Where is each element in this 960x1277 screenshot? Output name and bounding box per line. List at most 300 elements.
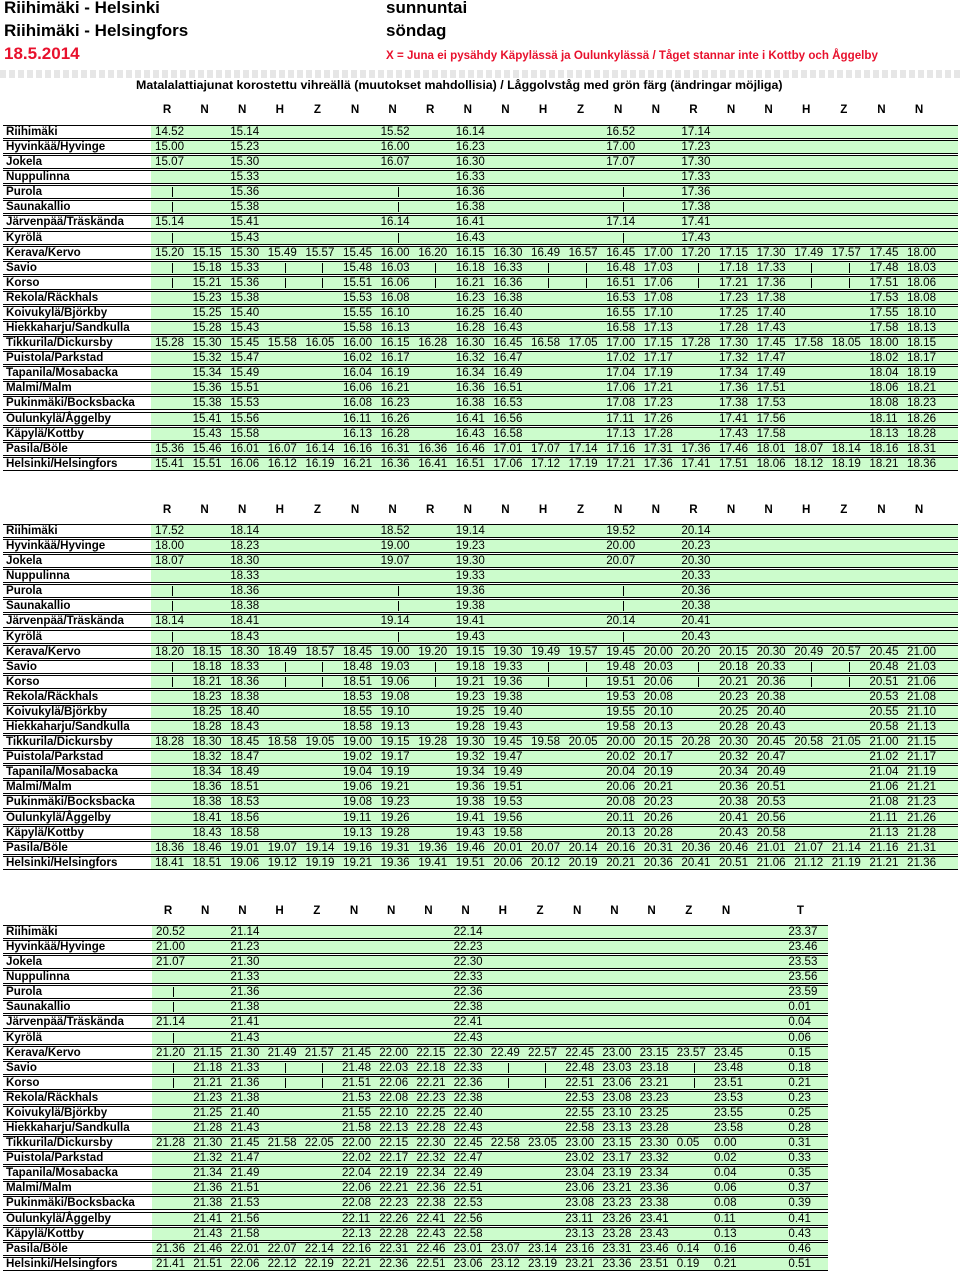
column-header: R	[689, 103, 698, 116]
table-row	[151, 780, 958, 794]
departure-time: 20.07	[531, 840, 561, 854]
departure-time: 22.13	[379, 1121, 409, 1135]
departure-time: 21.05	[831, 735, 861, 749]
departure-time: 17.53	[869, 290, 899, 304]
departure-time: 0.06	[714, 1181, 737, 1195]
departure-time: 18.08	[907, 290, 937, 304]
departure-time: 16.48	[606, 260, 636, 274]
departure-time: 17.13	[606, 426, 636, 440]
departure-time: 17.23	[681, 140, 711, 154]
departure-time: 21.28	[193, 1121, 223, 1135]
departure-time: 18.51	[192, 855, 222, 869]
departure-time: 23.00	[565, 1136, 595, 1150]
departure-time: 21.38	[230, 1000, 260, 1014]
departure-time: 20.00	[606, 735, 636, 749]
departure-time: 20.47	[756, 750, 786, 764]
departure-time: 21.58	[230, 1226, 260, 1240]
station-name: Rekola/Räckhals	[6, 290, 99, 304]
departure-time: 19.46	[455, 840, 485, 854]
departure-time: 20.23	[643, 795, 673, 809]
departure-time: 0.51	[788, 1256, 811, 1270]
departure-time: 19.31	[380, 840, 410, 854]
departure-time: 22.13	[342, 1226, 372, 1240]
departure-time: 22.03	[379, 1060, 409, 1074]
departure-time: 16.49	[531, 245, 561, 259]
departure-time: 20.45	[756, 735, 786, 749]
passes-through-mark	[435, 662, 436, 672]
passes-through-mark	[173, 1002, 174, 1012]
departure-time: 23.01	[453, 1241, 483, 1255]
departure-time: 20.19	[643, 765, 673, 779]
station-name: Hiekkaharju/Sandkulla	[6, 321, 130, 335]
departure-time: 16.51	[493, 381, 523, 395]
departure-time: 18.38	[192, 795, 222, 809]
departure-time: 18.49	[230, 765, 260, 779]
departure-time: 16.00	[380, 140, 410, 154]
departure-time: 20.32	[719, 750, 749, 764]
departure-time: 21.53	[342, 1090, 372, 1104]
departure-time: 18.15	[192, 644, 222, 658]
departure-time: 23.00	[602, 1045, 632, 1059]
departure-time: 18.51	[230, 780, 260, 794]
departure-time: 20.23	[681, 539, 711, 553]
departure-time: 17.49	[756, 366, 786, 380]
passes-through-mark	[548, 278, 549, 288]
departure-time: 20.19	[568, 855, 598, 869]
passes-through-mark	[172, 263, 173, 273]
departure-time: 19.36	[418, 840, 448, 854]
station-name: Kyrölä	[6, 629, 43, 643]
departure-time: 16.41	[455, 215, 485, 229]
station-name: Koivukylä/Björkby	[6, 1105, 108, 1119]
passes-through-mark	[623, 586, 624, 596]
departure-time: 16.15	[455, 245, 485, 259]
departure-time: 16.34	[455, 366, 485, 380]
departure-time: 21.43	[193, 1226, 223, 1240]
departure-time: 23.37	[788, 925, 818, 938]
station-name: Malmi/Malm	[6, 780, 72, 794]
departure-time: 19.03	[380, 659, 410, 673]
departure-time: 17.08	[643, 290, 673, 304]
departure-time: 23.55	[714, 1105, 744, 1119]
departure-time: 18.20	[155, 644, 185, 658]
departure-time: 23.58	[714, 1121, 744, 1135]
departure-time: 22.16	[342, 1241, 372, 1255]
departure-time: 23.48	[714, 1060, 744, 1074]
departure-time: 20.25	[719, 704, 749, 718]
column-header: Z	[577, 503, 585, 516]
departure-time: 16.38	[455, 200, 485, 214]
station-name: Saunakallio	[6, 1000, 71, 1014]
departure-time: 18.40	[230, 704, 260, 718]
departure-time: 16.18	[455, 260, 485, 274]
departure-time: 20.10	[643, 704, 673, 718]
departure-time: 19.06	[343, 780, 373, 794]
departure-time: 16.15	[380, 336, 410, 350]
column-header: N	[349, 904, 359, 917]
departure-time: 20.43	[681, 629, 711, 643]
departure-time: 23.32	[639, 1151, 669, 1165]
departure-time: 20.23	[719, 689, 749, 703]
table-row	[151, 524, 958, 538]
departure-time: 17.17	[643, 351, 673, 365]
departure-time: 17.30	[719, 336, 749, 350]
departure-time: 16.13	[380, 321, 410, 335]
departure-time: 18.51	[343, 674, 373, 688]
departure-time: 21.43	[230, 1030, 260, 1044]
table-row	[151, 291, 958, 305]
departure-time: 17.02	[606, 351, 636, 365]
departure-time: 20.04	[606, 765, 636, 779]
column-header: N	[388, 103, 397, 116]
departure-time: 18.36	[192, 780, 222, 794]
departure-time: 22.06	[342, 1181, 372, 1195]
departure-time: 18.58	[343, 720, 373, 734]
departure-time: 18.58	[230, 825, 260, 839]
departure-time: 21.32	[193, 1151, 223, 1165]
departure-time: 19.06	[230, 855, 260, 869]
departure-time: 20.08	[606, 795, 636, 809]
departure-time: 19.52	[606, 524, 636, 537]
departure-time: 16.30	[455, 336, 485, 350]
departure-time: 18.15	[907, 336, 937, 350]
departure-time: 21.00	[869, 735, 899, 749]
departure-time: 19.40	[493, 704, 523, 718]
departure-time: 20.21	[606, 855, 636, 869]
departure-time: 15.53	[343, 290, 373, 304]
table-row	[151, 795, 958, 809]
departure-time: 16.31	[380, 441, 410, 455]
departure-time: 22.40	[453, 1105, 483, 1119]
departure-time: 18.21	[192, 674, 222, 688]
column-header: H	[538, 503, 548, 516]
departure-time: 18.53	[230, 795, 260, 809]
departure-time: 20.30	[756, 644, 786, 658]
departure-time: 15.45	[343, 245, 373, 259]
departure-time: 17.36	[643, 456, 673, 470]
departure-time: 16.36	[418, 441, 448, 455]
departure-time: 21.33	[230, 1060, 260, 1074]
passes-through-mark	[849, 677, 850, 687]
table-row	[151, 690, 958, 704]
station-name: Käpylä/Kottby	[6, 825, 84, 839]
station-name: Jokela	[6, 554, 43, 568]
departure-time: 23.04	[565, 1166, 595, 1180]
departure-time: 15.23	[192, 290, 222, 304]
departure-time: 22.47	[453, 1151, 483, 1165]
departure-time: 16.47	[493, 351, 523, 365]
column-header: N	[200, 103, 209, 116]
departure-time: 22.33	[453, 1060, 483, 1074]
departure-time: 23.36	[639, 1181, 669, 1195]
departure-time: 18.03	[907, 260, 937, 274]
station-name: Helsinki/Helsingfors	[6, 456, 118, 470]
departure-time: 16.00	[380, 245, 410, 259]
table-row	[151, 554, 958, 568]
passes-through-mark	[322, 1063, 323, 1073]
station-name: Tikkurila/Dickursby	[6, 336, 113, 350]
departure-time: 15.33	[230, 170, 260, 184]
departure-time: 18.32	[192, 750, 222, 764]
departure-time: 22.38	[453, 1000, 483, 1014]
departure-time: 15.51	[192, 456, 222, 470]
departure-time: 0.15	[788, 1045, 811, 1059]
departure-time: 23.28	[639, 1121, 669, 1135]
passes-through-mark	[623, 187, 624, 197]
departure-time: 18.26	[907, 411, 937, 425]
departure-time: 17.34	[719, 366, 749, 380]
passes-through-mark	[586, 677, 587, 687]
departure-time: 22.06	[379, 1075, 409, 1089]
departure-time: 21.04	[869, 765, 899, 779]
departure-time: 22.11	[342, 1211, 371, 1225]
departure-time: 22.17	[379, 1151, 409, 1165]
departure-time: 23.19	[602, 1166, 632, 1180]
passes-through-mark	[623, 233, 624, 243]
departure-time: 19.43	[455, 825, 485, 839]
departure-time: 21.19	[907, 765, 937, 779]
departure-time: 20.13	[606, 825, 636, 839]
departure-time: 17.14	[681, 125, 711, 138]
departure-time: 22.53	[565, 1090, 595, 1104]
column-header: N	[651, 103, 660, 116]
departure-time: 18.33	[230, 659, 260, 673]
departure-time: 22.41	[416, 1211, 446, 1225]
departure-time: 15.28	[192, 321, 222, 335]
departure-time: 16.51	[606, 275, 636, 289]
departure-time: 15.30	[230, 155, 260, 169]
departure-time: 15.36	[230, 185, 260, 199]
departure-time: 16.49	[493, 366, 523, 380]
departure-time: 20.00	[606, 539, 636, 553]
passes-through-mark	[172, 278, 173, 288]
passes-through-mark	[398, 586, 399, 596]
departure-time: 16.23	[455, 140, 485, 154]
departure-time: 21.36	[230, 1075, 260, 1089]
departure-time: 22.28	[379, 1226, 409, 1240]
station-name: Pukinmäki/Bocksbacka	[6, 1196, 135, 1210]
departure-time: 18.45	[230, 735, 260, 749]
departure-time: 22.26	[379, 1211, 409, 1225]
departure-time: 20.14	[568, 840, 598, 854]
departure-time: 21.07	[156, 955, 186, 969]
departure-time: 19.07	[380, 554, 410, 568]
column-header: N	[721, 904, 731, 917]
departure-time: 23.34	[639, 1166, 669, 1180]
departure-time: 19.17	[380, 750, 410, 764]
departure-time: 20.21	[643, 780, 673, 794]
departure-time: 16.56	[493, 411, 523, 425]
station-name: Pukinmäki/Bocksbacka	[6, 795, 135, 809]
departure-time: 23.14	[528, 1241, 558, 1255]
departure-time: 19.16	[343, 840, 373, 854]
departure-time: 15.34	[192, 366, 222, 380]
departure-time: 16.43	[455, 230, 485, 244]
departure-time: 15.14	[230, 125, 260, 138]
departure-time: 16.45	[493, 336, 523, 350]
table-row	[151, 381, 958, 395]
passes-through-mark	[623, 632, 624, 642]
departure-time: 16.21	[455, 275, 485, 289]
departure-time: 18.21	[869, 456, 899, 470]
departure-time: 16.58	[493, 426, 523, 440]
departure-time: 22.19	[304, 1256, 334, 1270]
departure-time: 16.12	[267, 456, 297, 470]
departure-time: 15.57	[305, 245, 335, 259]
departure-time: 17.49	[794, 245, 824, 259]
column-header: N	[877, 103, 886, 116]
title-sv: Riihimäki - Helsingfors	[4, 21, 189, 40]
departure-time: 23.16	[565, 1241, 595, 1255]
departure-time: 21.36	[907, 855, 937, 869]
departure-time: 18.00	[907, 245, 937, 259]
departure-time: 15.15	[192, 245, 222, 259]
column-header: N	[614, 503, 623, 516]
station-name: Nuppulinna	[6, 970, 70, 984]
station-name: Jokela	[6, 955, 43, 969]
departure-time: 20.34	[719, 765, 749, 779]
departure-time: 21.30	[230, 1045, 260, 1059]
passes-through-mark	[172, 187, 173, 197]
departure-time: 17.52	[155, 524, 185, 537]
departure-time: 16.38	[493, 290, 523, 304]
departure-time: 23.59	[788, 985, 818, 999]
departure-time: 21.25	[193, 1105, 223, 1119]
departure-time: 23.17	[602, 1151, 632, 1165]
departure-time: 20.53	[869, 689, 899, 703]
departure-time: 16.05	[305, 336, 335, 350]
table-row	[151, 351, 958, 365]
departure-time: 20.58	[756, 825, 786, 839]
departure-time: 16.41	[418, 456, 448, 470]
table-row	[151, 261, 958, 275]
departure-time: 23.08	[602, 1090, 632, 1104]
lowfloor-note: Matalalattiajunat korostettu vihreällä (muutokset mahdollisia) / Låggolvståg med grön färg (ändringar möjliga)	[136, 78, 783, 92]
departure-time: 20.15	[719, 644, 749, 658]
passes-through-mark	[172, 601, 173, 611]
departure-time: 20.43	[719, 825, 749, 839]
departure-time: 18.05	[831, 336, 861, 350]
departure-time: 15.23	[230, 140, 260, 154]
departure-time: 22.00	[379, 1045, 409, 1059]
departure-time: 23.46	[639, 1241, 669, 1255]
departure-time: 20.06	[606, 780, 636, 794]
column-header: N	[387, 904, 396, 917]
departure-time: 22.14	[453, 925, 483, 938]
departure-time: 21.57	[304, 1045, 334, 1059]
departure-time: 19.18	[455, 659, 485, 673]
departure-time: 16.19	[305, 456, 335, 470]
departure-time: 18.33	[230, 569, 260, 583]
departure-time: 19.23	[380, 795, 410, 809]
passes-through-mark	[849, 278, 850, 288]
departure-time: 16.06	[230, 456, 260, 470]
column-header: H	[802, 503, 811, 516]
departure-time: 19.15	[380, 735, 410, 749]
departure-time: 21.56	[230, 1211, 260, 1225]
passes-through-mark	[285, 1078, 286, 1088]
departure-time: 21.41	[193, 1211, 223, 1225]
passes-through-mark	[285, 662, 286, 672]
departure-time: 17.41	[681, 456, 711, 470]
departure-time: 17.51	[756, 381, 786, 395]
departure-time: 21.51	[230, 1181, 260, 1195]
departure-time: 22.36	[379, 1256, 409, 1270]
departure-time: 18.53	[343, 689, 373, 703]
departure-time: 23.43	[639, 1226, 669, 1240]
passes-through-mark	[811, 662, 812, 672]
passes-through-mark	[173, 987, 174, 997]
departure-time: 20.14	[606, 614, 636, 628]
departure-time: 0.16	[714, 1241, 737, 1255]
departure-time: 20.31	[643, 840, 673, 854]
departure-time: 19.41	[455, 810, 485, 824]
departure-time: 15.38	[230, 290, 260, 304]
departure-time: 22.02	[342, 1151, 372, 1165]
departure-time: 19.19	[380, 765, 410, 779]
departure-time: 16.58	[531, 336, 561, 350]
departure-time: 22.23	[453, 940, 483, 954]
departure-time: 15.47	[230, 351, 260, 365]
departure-time: 15.36	[192, 381, 222, 395]
departure-time: 22.33	[453, 970, 483, 984]
departure-time: 21.48	[342, 1060, 372, 1074]
station-name: Hiekkaharju/Sandkulla	[6, 1121, 130, 1135]
departure-time: 22.23	[416, 1090, 446, 1104]
departure-time: 15.41	[155, 456, 185, 470]
departure-time: 18.18	[192, 659, 222, 673]
departure-time: 22.06	[230, 1256, 260, 1270]
station-name: Tikkurila/Dickursby	[6, 1136, 113, 1150]
departure-time: 21.11	[869, 810, 898, 824]
departure-time: 18.11	[869, 411, 898, 425]
departure-time: 23.15	[639, 1045, 669, 1059]
departure-time: 19.33	[455, 569, 485, 583]
departure-time: 23.30	[639, 1136, 669, 1150]
passes-through-mark	[548, 263, 549, 273]
departure-time: 16.06	[343, 381, 373, 395]
departure-time: 20.06	[493, 855, 523, 869]
departure-time: 17.03	[643, 260, 673, 274]
departure-time: 0.08	[714, 1196, 737, 1210]
departure-time: 0.05	[676, 1136, 700, 1150]
station-name: Hyvinkää/Hyvinge	[6, 940, 106, 954]
departure-time: 22.30	[453, 955, 483, 969]
departure-time: 15.56	[230, 411, 260, 425]
departure-time: 16.11	[343, 411, 372, 425]
departure-time: 19.56	[493, 810, 523, 824]
column-header: N	[350, 103, 360, 116]
passes-through-mark	[173, 1033, 174, 1043]
table-row	[151, 584, 958, 598]
departure-time: 0.04	[788, 1015, 811, 1029]
departure-time: 16.14	[380, 215, 410, 229]
departure-time: 20.26	[643, 810, 673, 824]
column-header: N	[764, 503, 773, 516]
departure-time: 16.25	[455, 305, 485, 319]
departure-time: 19.08	[380, 689, 410, 703]
departure-time: 17.43	[719, 426, 749, 440]
departure-time: 21.45	[342, 1045, 372, 1059]
passes-through-mark	[545, 1063, 546, 1073]
departure-time: 18.07	[794, 441, 824, 455]
departure-time: 16.01	[230, 441, 260, 455]
column-header: N	[463, 503, 472, 516]
departure-time: 17.07	[606, 155, 636, 169]
station-name: Tapanila/Mosabacka	[6, 1166, 118, 1180]
departure-time: 22.36	[453, 1075, 483, 1089]
departure-time: 21.38	[193, 1196, 223, 1210]
